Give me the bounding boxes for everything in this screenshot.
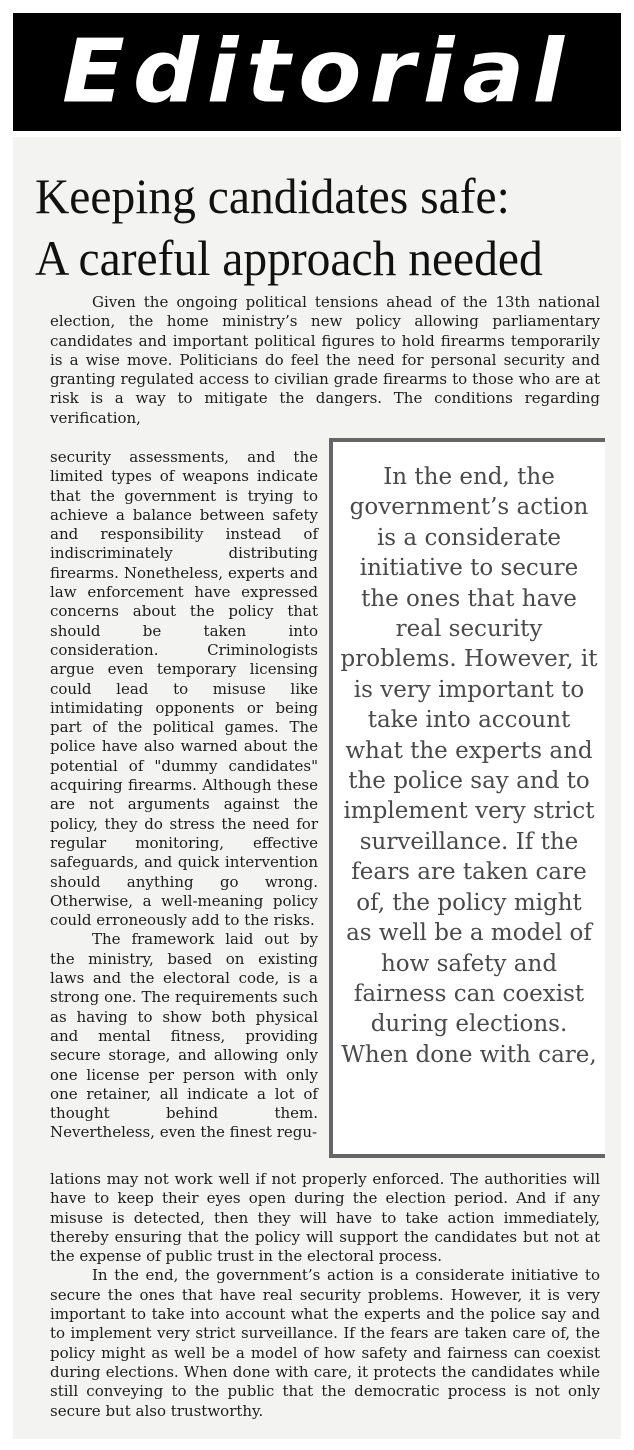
paragraph-2-continued: lations may not work well if not properly enforced. The authorities will have to keep their eyes open during the election period. And if any misuse is detected, then they will have to take action immediately, thereby ensuring that the policy will support the candidates but not at the expense of public trust in the electoral process. <box>50 1170 600 1266</box>
paragraph-3: In the end, the government’s action is a considerate initiative to secure the ones that have real security problems. However, it is very important to take into account what the experts and the police say and to implement very strict surveillance. If the fears are taken care of, the policy might as well be a model of how safety and fairness can coexist during elections. When done with care, it protects the candidates while still conveying to the public that the democratic process is not only secure but also trustworthy. <box>50 1266 600 1420</box>
headline-line-2: A careful approach needed <box>35 230 543 286</box>
paragraph-1-intro: Given the ongoing political tensions ahead of the 13th national election, the home ministry’s new policy allowing parliamentary candidates and important political figures to hold firearms temporarily is a wise move. Politicians do feel the need for personal security and granting regulated access to civilian grade firearms to those who are at risk is a way to mitigate the dangers. The conditions regarding verification, <box>50 293 600 427</box>
article-conclusion <box>50 1170 600 1421</box>
masthead <box>13 13 621 131</box>
paragraph-1-continued: security assessments, and the limited types of weapons indicate that the government is trying to achieve a balance between safety and responsibility instead of indiscriminately distributing firearms. Nonetheless, experts and law enforcement have expressed concerns about the policy that should be taken into consideration. Criminologists argue even temporary licensing could lead to misuse like intimidating opponents or being part of the political games. The police have also warned about the potential of "dummy candidates" acquiring firearms. Although these are not arguments against the policy, they do stress the need for regular monitoring, effective safeguards, and quick intervention should anything go wrong. Otherwise, a well-meaning policy could erroneously add to the risks. <box>50 448 318 930</box>
article-left-column <box>50 448 318 1143</box>
headline <box>35 165 577 289</box>
masthead-title: Editorial <box>62 20 572 123</box>
article-intro <box>50 293 600 428</box>
pull-quote: In the end, the government’s action is a considerate initiative to secure the ones that have real security problems. However, it is very important to take into account what the experts and the police say and to implement very strict surveillance. If the fears are taken care of, the policy might as well be a model of how safety and fairness can coexist during elections. When done with care, <box>340 464 598 1068</box>
headline-line-1: Keeping candidates safe: <box>35 168 510 224</box>
paragraph-2-start: The framework laid out by the ministry, based on existing laws and the electoral code, is a strong one. The requirements such as having to show both physical and mental fitness, providing secure storage, and allowing only one license per person with only one retainer, all indicate a lot of thought behind them. Nevertheless, even the finest regu- <box>50 930 318 1142</box>
